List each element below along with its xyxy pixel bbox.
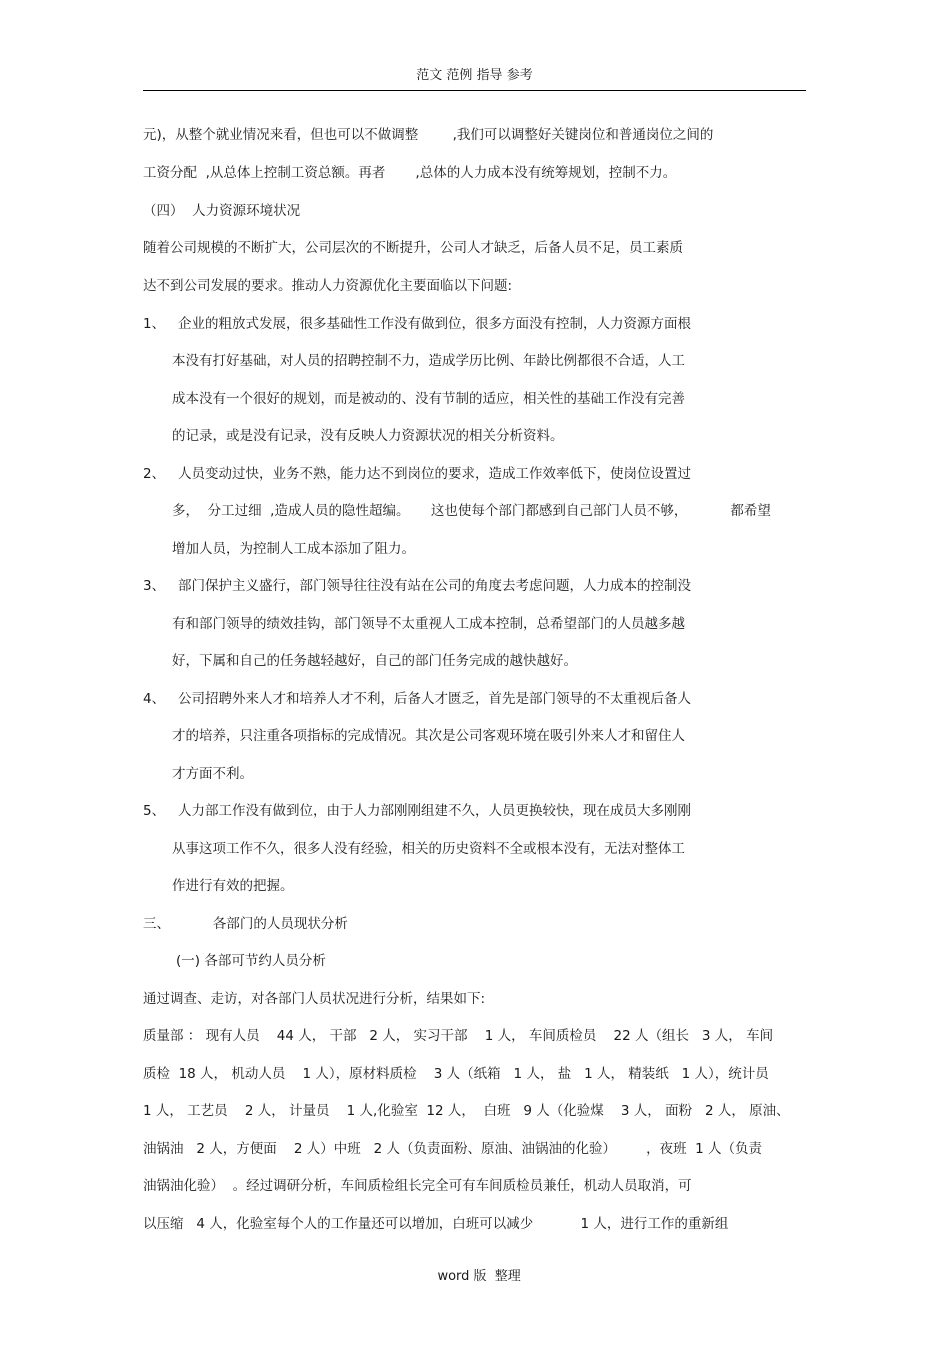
section-heading: 三、 各部门的人员现状分析: [143, 916, 348, 932]
text-line: 从事这项工作不久，很多人没有经验，相关的历史资料不全或根本没有，无法对整体工: [172, 841, 685, 857]
text-line: 才方面不利。: [172, 766, 253, 782]
page-footer: [0, 1250, 950, 1284]
list-item: 3、 部门保护主义盛行，部门领导往往没有站在公司的角度去考虑问题，人力成本的控制没: [143, 578, 691, 594]
text-line: 质量部 ： 现有人员 44 人， 干部 2 人， 实习干部 1 人， 车间质检员 22 人（组长 3 人， 车间: [143, 1028, 774, 1044]
subsection-heading: (一) 各部可节约人员分析: [176, 953, 326, 969]
list-item: 2、 人员变动过快，业务不熟，能力达不到岗位的要求，造成工作效率低下，使岗位设置过: [143, 466, 691, 482]
text-line: 作进行有效的把握。: [172, 878, 294, 894]
text-line: 的记录，或是没有记录，没有反映人力资源状况的相关分析资料。: [172, 428, 564, 444]
text-line: 随着公司规模的不断扩大，公司层次的不断提升，公司人才缺乏，后备人员不足，员工素质: [143, 240, 683, 256]
text-line: 1 人， 工艺员 2 人， 计量员 1 人,化验室 12 人， 白班 9 人（化验煤 3 人， 面粉 2 人， 原油、: [143, 1103, 790, 1119]
page-header: [143, 66, 806, 91]
list-item: 4、 公司招聘外来人才和培养人才不利，后备人才匮乏，首先是部门领导的不太重视后备人: [143, 691, 691, 707]
text-line: 以压缩 4 人，化验室每个人的工作量还可以增加，白班可以减少 1 人，进行工作的重新组: [143, 1216, 729, 1232]
text-line: 才的培养，只注重各项指标的完成情况。其次是公司客观环境在吸引外来人才和留住人: [172, 728, 685, 744]
text-line: 油锅油 2 人，方便面 2 人）中班 2 人（负责面粉、原油、油锅油的化验） ，夜班 1 人（负责: [143, 1141, 763, 1157]
section-heading: （四） 人力资源环境状况: [143, 203, 301, 219]
list-item: 5、 人力部工作没有做到位，由于人力部刚刚组建不久，人员更换较快，现在成员大多刚刚: [143, 803, 691, 819]
text-line: 元)，从整个就业情况来看，但也可以不做调整 ,我们可以调整好关键岗位和普通岗位之间的: [143, 127, 714, 143]
text-line: 通过调查、走访，对各部门人员状况进行分析，结果如下:: [143, 991, 486, 1007]
text-line: 多， 分工过细 ,造成人员的隐性超编。 这也使每个部门都感到自己部门人员不够， 都希望: [172, 503, 771, 519]
header-text: 范文 范例 指导 参考: [416, 68, 533, 83]
footer-text: word 版 整理: [437, 1269, 521, 1284]
text-line: 本没有打好基础，对人员的招聘控制不力，造成学历比例、年龄比例都很不合适，人工: [172, 353, 685, 369]
text-line: 油锅油化验） 。经过调研分析，车间质检组长完全可有车间质检员兼任，机动人员取消，可: [143, 1178, 692, 1194]
text-line: 成本没有一个很好的规划，而是被动的、没有节制的适应，相关性的基础工作没有完善: [172, 391, 685, 407]
text-line: 工资分配 ,从总体上控制工资总额。再者 ,总体的人力成本没有统筹规划，控制不力。: [143, 165, 677, 181]
text-line: 达不到公司发展的要求。推动人力资源优化主要面临以下问题:: [143, 278, 513, 294]
text-line: 好，下属和自己的任务越轻越好，自己的部门任务完成的越快越好。: [172, 653, 577, 669]
text-line: 增加人员，为控制人工成本添加了阻力。: [172, 541, 415, 557]
text-line: 质检 18 人， 机动人员 1 人），原材料质检 3 人（纸箱 1 人， 盐 1 人， 精装纸 1 人），统计员: [143, 1066, 769, 1082]
text-line: 有和部门领导的绩效挂钩，部门领导不太重视人工成本控制，总希望部门的人员越多越: [172, 616, 685, 632]
list-item: 1、 企业的粗放式发展，很多基础性工作没有做到位，很多方面没有控制，人力资源方面根: [143, 316, 691, 332]
